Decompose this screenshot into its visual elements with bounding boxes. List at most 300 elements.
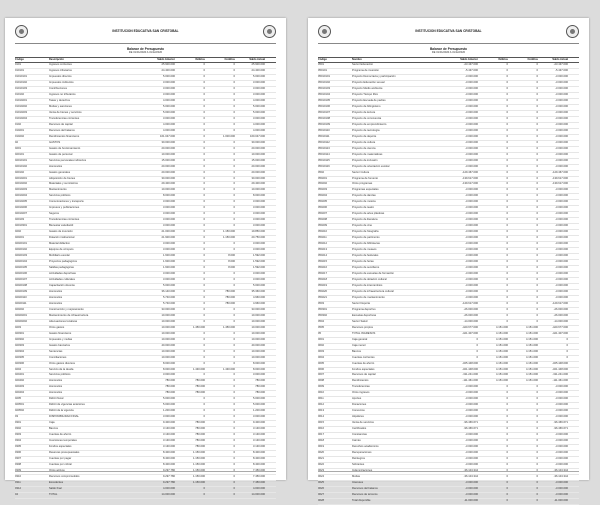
credits-cell: 0 [536, 152, 538, 156]
debits-cell: 0 [203, 158, 205, 162]
code-cell: 0616 [318, 427, 324, 431]
current-balance-cell: 8.400.000 [253, 451, 265, 455]
debits-cell: 0 [506, 301, 508, 305]
credits-cell: 0 [536, 457, 538, 461]
description-cell: Donaciones [352, 403, 367, 407]
credits-cell: 0 [536, 498, 538, 502]
description-cell: Honorarios [49, 164, 63, 168]
credits-cell: 0 [536, 260, 538, 264]
description-cell: Recursos del balance [352, 486, 378, 490]
code-cell: 01010102 [15, 81, 27, 84]
previous-balance-cell: -3.000.000 [465, 439, 478, 443]
debits-cell: 0 [506, 427, 508, 431]
previous-balance-cell: -3.000.000 [465, 92, 478, 96]
previous-balance-cell: -3.000.000 [465, 86, 478, 90]
code-cell: 0306 [15, 451, 21, 455]
code-cell: 01010202 [15, 104, 27, 108]
current-balance-cell: -129.467.000 [552, 170, 568, 174]
description-cell: Venta de bienes y servicios [49, 110, 82, 114]
debits-cell: 0 [506, 289, 508, 293]
description-cell: Saldo final [49, 486, 62, 490]
current-balance-cell: -14.000.000 [553, 319, 568, 323]
credits-cell: 0 [233, 224, 235, 228]
current-balance-cell: 780.000 [255, 391, 265, 395]
credits-cell: 0 [233, 164, 235, 168]
code-cell: 020102 [15, 170, 24, 174]
credits-cell: 780.000 [225, 301, 235, 305]
debits-cell: 0 [506, 480, 508, 484]
debits-cell: 0 [203, 182, 205, 186]
description-cell: Actividades culturales [49, 277, 75, 281]
description-cell: TOTAL [49, 492, 58, 496]
current-balance-cell: 3.000.000 [253, 373, 265, 377]
previous-balance-cell: 0 [476, 343, 478, 347]
code-cell: 050214 [318, 254, 327, 258]
code-cell: 05010103 [318, 86, 330, 90]
credits-cell: 0 [536, 409, 538, 413]
credits-cell: 0 [536, 158, 538, 162]
current-balance-cell: -139.617.000 [552, 182, 568, 186]
description-cell: Reintegros [352, 457, 365, 461]
previous-balance-cell: 5.000.000 [163, 283, 175, 287]
credits-cell: 4.151.000 [526, 325, 538, 329]
debits-cell: 0 [506, 277, 508, 281]
credits-cell: 0 [233, 337, 235, 341]
code-cell: 02020109 [15, 289, 27, 293]
current-balance-cell: -3.000.000 [555, 266, 568, 270]
debits-cell: 0 [506, 230, 508, 234]
previous-balance-cell: 3.000.000 [163, 206, 175, 210]
previous-balance-cell: 4.000.000 [163, 122, 175, 126]
credits-cell: 0 [536, 140, 538, 144]
code-cell: 050206 [318, 206, 327, 210]
current-balance-cell: 1.592.000 [253, 260, 265, 264]
credits-cell: 0 [233, 128, 235, 132]
previous-balance-cell: 10.000.000 [161, 319, 175, 323]
description-cell: Proyecto de orientación escolar [352, 164, 390, 168]
credits-cell: 0 [536, 63, 538, 67]
debits-cell: 0 [203, 486, 205, 490]
code-cell: 0204 [15, 367, 21, 371]
current-balance-cell: 3.000.000 [253, 81, 265, 84]
current-balance-cell: 40.000.000 [251, 343, 265, 347]
current-balance-cell: -3.000.000 [555, 385, 568, 389]
description-cell: Escuelas deportivas [352, 313, 377, 317]
code-cell: 020304 [15, 349, 24, 353]
credits-cell: 4.151.000 [526, 331, 538, 335]
previous-balance-cell: 8.000.000 [163, 361, 175, 365]
current-balance-cell: 3.130.000 [253, 427, 265, 431]
current-balance-cell: 0 [566, 337, 568, 341]
debits-cell: 0 [203, 254, 205, 258]
previous-balance-cell: -321.448.000 [462, 367, 478, 371]
previous-balance-cell: 780.000 [165, 391, 175, 395]
previous-balance-cell: 10.000.000 [161, 325, 175, 329]
credits-cell: 0 [536, 206, 538, 210]
credits-cell: 0 [233, 409, 235, 413]
description-cell: Proyecto de emprendimiento [352, 122, 387, 126]
code-cell: 0501 [318, 63, 324, 67]
column-header: Código [15, 57, 24, 61]
previous-balance-cell: -3.000.000 [465, 385, 478, 389]
previous-balance-cell: 3.000.000 [163, 415, 175, 419]
credits-cell: 0 [536, 415, 538, 419]
previous-balance-cell: -3.000.000 [465, 415, 478, 419]
credits-cell: 0 [536, 439, 538, 443]
current-balance-cell: -3.000.000 [555, 289, 568, 293]
description-cell: Proyecto de deporte [352, 134, 377, 138]
previous-balance-cell: 8.000.000 [163, 194, 175, 198]
code-cell: 0621 [318, 457, 324, 461]
previous-balance-cell: 15.000.000 [161, 158, 175, 162]
previous-balance-cell: -3.000.000 [465, 188, 478, 192]
previous-balance-cell: 21.900.000 [161, 236, 175, 240]
current-balance-cell: 10.000.000 [251, 188, 265, 192]
debits-cell: 0 [506, 128, 508, 132]
previous-balance-cell: -3.000.000 [465, 266, 478, 270]
code-cell: 02010205 [15, 200, 27, 204]
description-cell: Proyecto de música [352, 200, 376, 204]
column-header: Saldo Actual [249, 57, 265, 61]
code-cell: 0305 [15, 445, 21, 449]
description-cell: Proyecto de inclusión [352, 158, 378, 162]
description-cell: Otros ingresos [352, 391, 370, 395]
description-cell: Multas y sanciones [49, 104, 72, 108]
current-balance-cell: 3.000.000 [253, 415, 265, 419]
credits-cell: 0 [233, 445, 235, 449]
previous-balance-cell: 3.000.000 [163, 200, 175, 204]
previous-balance-cell: -3.000.000 [465, 158, 478, 162]
description-cell: Derechos académicos [352, 445, 379, 449]
description-cell: Recursos de capital [49, 122, 73, 126]
current-balance-cell: -3.000.000 [555, 75, 568, 79]
credits-cell: 0 [536, 104, 538, 108]
previous-balance-cell: 10.000.000 [161, 152, 175, 156]
debits-cell: 0 [203, 110, 205, 114]
debits-cell: 1.150.000 [193, 474, 205, 478]
description-cell: Actividades deportivas [49, 272, 76, 275]
previous-balance-cell: -3.000.000 [465, 164, 478, 168]
code-cell: 0628 [318, 498, 324, 502]
previous-balance-cell: 20.000.000 [161, 164, 175, 168]
code-cell: 050210 [318, 230, 327, 234]
report-period: DE 01/01/2020 A 31/12/2020 [128, 51, 163, 54]
description-cell: Impuestos directos [49, 75, 72, 79]
previous-balance-cell: -3.000.000 [465, 134, 478, 138]
description-cell: Proyecto de literatura [352, 218, 378, 222]
previous-balance-cell: -3.000.000 [465, 457, 478, 461]
previous-balance-cell: 9.400.000 [163, 421, 175, 425]
description-cell: Proyecto de festivales [352, 254, 379, 258]
current-balance-cell: -3.000.000 [555, 272, 568, 275]
credits-cell: 0 [233, 355, 235, 359]
description-cell: Servicios personales indirectos [49, 158, 87, 162]
previous-balance-cell: 14.000.000 [161, 492, 175, 496]
credits-cell: 0 [536, 445, 538, 449]
current-balance-cell: 3.000.000 [253, 116, 265, 120]
description-cell: Honorarios [49, 379, 63, 383]
code-cell: 02010202 [15, 182, 27, 186]
current-balance-cell: 20.000.000 [251, 146, 265, 150]
code-cell: 05010106 [318, 104, 330, 108]
previous-balance-cell: 3.000.000 [163, 242, 175, 246]
previous-balance-cell: -3.000.000 [465, 397, 478, 401]
description-cell: Proyecto de fotografía [352, 230, 379, 234]
code-cell: 05010114 [318, 152, 330, 156]
debits-cell: 0 [506, 81, 508, 84]
previous-balance-cell: -3.000.000 [465, 451, 478, 455]
current-balance-cell: 3.000.000 [253, 224, 265, 228]
debits-cell: 0 [203, 343, 205, 347]
previous-balance-cell: 8.400.000 [163, 463, 175, 466]
previous-balance-cell: 3.000.000 [163, 86, 175, 90]
description-cell: Recursos propios [352, 325, 373, 329]
previous-balance-cell: 8.000.000 [163, 367, 175, 371]
credits-cell: 4.151.000 [526, 349, 538, 353]
current-balance-cell: 20.000.000 [251, 164, 265, 168]
previous-balance-cell: -3.000.000 [465, 272, 478, 275]
code-cell: 010101 [15, 69, 24, 73]
previous-balance-cell: 3.000.000 [163, 277, 175, 281]
previous-balance-cell: -96.466.671 [463, 427, 478, 431]
code-cell: 0504 [318, 319, 324, 323]
previous-balance-cell: -3.000.000 [465, 152, 478, 156]
description-cell: Déficit fiscal [49, 397, 64, 401]
debits-cell: 0 [203, 134, 205, 138]
previous-balance-cell: -23.437.000 [463, 63, 478, 67]
current-balance-cell: -3.000.000 [555, 248, 568, 252]
current-balance-cell: 30.000.000 [251, 176, 265, 180]
description-cell: Impuestos y multas [49, 337, 73, 341]
debits-cell: 0 [203, 307, 205, 311]
debits-cell: 0 [203, 146, 205, 150]
debits-cell: 0 [506, 170, 508, 174]
description-cell: Honorarios [49, 301, 63, 305]
previous-balance-cell: 1.600.000 [163, 266, 175, 270]
code-cell: 02020104 [15, 260, 27, 264]
code-cell: 010102 [15, 92, 24, 96]
previous-balance-cell: -3.000.000 [465, 194, 478, 198]
credits-cell: 0 [233, 206, 235, 210]
current-balance-cell: -36.104.344 [553, 468, 568, 472]
debits-cell: 0 [506, 152, 508, 156]
debits-cell: 0 [506, 492, 508, 496]
previous-balance-cell: -3.000.000 [465, 116, 478, 120]
code-cell: 0619 [318, 445, 324, 449]
description-cell: Caja menor [352, 343, 366, 347]
description-cell: Sector Cultura [352, 170, 370, 174]
code-cell: 0611 [318, 397, 324, 401]
code-cell: 050213 [318, 248, 327, 252]
debits-cell: 780.000 [195, 391, 205, 395]
current-balance-cell: 780.000 [255, 379, 265, 383]
previous-balance-cell: -3.000.000 [465, 283, 478, 287]
description-cell: Gastos financieros [49, 331, 72, 335]
debits-cell: 0 [506, 451, 508, 455]
code-cell: 020401 [15, 373, 24, 377]
previous-balance-cell: -139.617.000 [462, 176, 478, 180]
column-header: Créditos [224, 57, 235, 61]
current-balance-cell: -3.000.000 [555, 295, 568, 299]
shield-logo-icon [263, 25, 276, 38]
debits-cell: 0 [506, 104, 508, 108]
debits-cell: 0 [506, 63, 508, 67]
description-cell: Proyecto de dotación cultural [352, 277, 387, 281]
credits-cell: 0 [233, 379, 235, 383]
report-title: Balance de Presupuesto [429, 47, 468, 51]
description-cell: Honorarios [49, 289, 63, 293]
previous-balance-cell: -3.000.000 [465, 289, 478, 293]
debits-cell: 0 [506, 69, 508, 73]
credits-cell: 8.000 [228, 266, 235, 270]
debits-cell: 4.151.000 [496, 361, 508, 365]
credits-cell: 4.151.000 [526, 343, 538, 347]
debits-cell: 0 [203, 176, 205, 180]
previous-balance-cell: 3.130.000 [163, 445, 175, 449]
debits-cell: 4.151.000 [496, 373, 508, 377]
description-cell: Excedentes [49, 480, 64, 484]
code-cell: 0201 [15, 146, 21, 150]
current-balance-cell: 3.000.000 [253, 248, 265, 252]
previous-balance-cell: -3.000.000 [465, 463, 478, 466]
debits-cell: 0 [506, 307, 508, 311]
debits-cell: 0 [203, 164, 205, 168]
code-cell: 050217 [318, 272, 327, 275]
previous-balance-cell: -3.000.000 [465, 206, 478, 210]
budget-table [15, 57, 276, 499]
credits-cell: 0 [233, 92, 235, 96]
debits-cell: 0 [203, 272, 205, 275]
report-period: DE 01/01/2020 A 31/12/2020 [431, 51, 466, 54]
debits-cell: 0 [203, 98, 205, 102]
current-balance-cell: -3.000.000 [555, 486, 568, 490]
code-cell: 02010201 [15, 176, 27, 180]
debits-cell: 0 [506, 272, 508, 275]
previous-balance-cell: 5.000.000 [163, 104, 175, 108]
description-cell: Construcción y mejoramiento [49, 307, 84, 311]
code-cell: 0312 [15, 486, 21, 490]
description-cell: Proyecto de matemáticas [352, 152, 383, 156]
debits-cell: 0 [506, 224, 508, 228]
code-cell: 0602 [318, 343, 324, 347]
debits-cell: 0 [203, 92, 205, 96]
code-cell: 020202 [15, 307, 24, 311]
credits-cell: 0 [233, 110, 235, 114]
code-cell: 0609 [318, 385, 324, 389]
current-balance-cell: 7.450.000 [253, 474, 265, 478]
previous-balance-cell: 33.000.000 [161, 307, 175, 311]
previous-balance-cell: 4.000.000 [163, 98, 175, 102]
credits-cell: 0 [536, 391, 538, 395]
description-cell: Recursos de terceros [352, 492, 378, 496]
current-balance-cell: -3.000.000 [555, 134, 568, 138]
current-balance-cell: 5.000.000 [253, 75, 265, 79]
description-cell: Otros gastos [49, 325, 65, 329]
debits-cell: 0 [506, 158, 508, 162]
current-balance-cell: -3.000.000 [555, 451, 568, 455]
previous-balance-cell: -3.000.000 [465, 242, 478, 246]
current-balance-cell: -3.000.000 [555, 463, 568, 466]
previous-balance-cell: -325.448.000 [462, 361, 478, 365]
previous-balance-cell: 780.000 [165, 379, 175, 383]
debits-cell: 0 [203, 409, 205, 413]
debits-cell: 4.151.000 [496, 379, 508, 383]
previous-balance-cell: -3.000.000 [465, 295, 478, 299]
current-balance-cell: -420.677.000 [552, 325, 568, 329]
debits-cell: 0 [506, 248, 508, 252]
debits-cell: 0 [203, 337, 205, 341]
previous-balance-cell: 3.130.000 [163, 439, 175, 443]
code-cell: 050219 [318, 283, 327, 287]
previous-balance-cell: 5.000.000 [163, 397, 175, 401]
previous-balance-cell: 5.740.000 [163, 301, 175, 305]
credits-cell: 0 [233, 63, 235, 67]
code-cell: 020403 [15, 385, 24, 389]
current-balance-cell: 8.400.000 [253, 457, 265, 461]
debits-cell: 0 [203, 116, 205, 120]
code-cell: 05 [318, 331, 321, 335]
previous-balance-cell: -3.000.000 [465, 230, 478, 234]
debits-cell: 0 [203, 266, 205, 270]
credits-cell: 0 [536, 98, 538, 102]
debits-cell: 780.000 [195, 379, 205, 383]
credits-cell: 0 [536, 492, 538, 496]
code-cell: 020103 [15, 218, 24, 222]
debits-cell: 0 [506, 391, 508, 395]
description-cell: Fondos especiales [49, 445, 72, 449]
credits-cell: 4.151.000 [526, 337, 538, 341]
code-cell: 05010105 [318, 98, 330, 102]
description-cell: Inversiones temporales [49, 439, 77, 443]
budget-table [318, 57, 579, 505]
description-cell: Multas [352, 474, 360, 478]
description-cell: Proyecto de bilingüismo [352, 104, 381, 108]
current-balance-cell: 9.400.000 [253, 421, 265, 425]
description-cell: Gastos de funcionamiento [49, 146, 81, 150]
code-cell: 050211 [318, 236, 327, 240]
debits-cell: 0 [506, 260, 508, 264]
credits-cell: 0 [233, 248, 235, 252]
credits-cell: 0 [233, 75, 235, 79]
current-balance-cell: 3.130.000 [253, 433, 265, 437]
description-cell: Cuentas corrientes [352, 355, 375, 359]
credits-cell: 0 [233, 98, 235, 102]
description-cell: Ingresos tributarios [49, 69, 72, 73]
current-balance-cell: 10.000.000 [251, 331, 265, 335]
code-cell: 0606 [318, 367, 324, 371]
column-header: Descripción [49, 57, 64, 61]
description-cell: Venta de servicios [352, 421, 374, 425]
description-cell: Gastos de inversión [49, 230, 73, 234]
previous-balance-cell: -421.407.000 [462, 331, 478, 335]
debits-cell: 0 [203, 170, 205, 174]
code-cell: 0624 [318, 474, 324, 478]
debits-cell: 4.151.000 [496, 349, 508, 353]
code-cell: 05010113 [318, 146, 330, 150]
credits-cell: 0 [233, 397, 235, 401]
previous-balance-cell: 5.740.000 [163, 295, 175, 299]
previous-balance-cell: -3.000.000 [465, 492, 478, 496]
debits-cell: 0 [203, 224, 205, 228]
code-cell: 02020201 [15, 313, 27, 317]
credits-cell: 0 [536, 182, 538, 186]
debits-cell: 0 [506, 236, 508, 240]
debits-cell: 780.000 [195, 439, 205, 443]
description-cell: Proyecto de ferias [352, 260, 374, 264]
previous-balance-cell: -3.000.000 [465, 218, 478, 222]
previous-balance-cell: 30.000.000 [161, 140, 175, 144]
debits-cell: 1.450.000 [193, 325, 205, 329]
